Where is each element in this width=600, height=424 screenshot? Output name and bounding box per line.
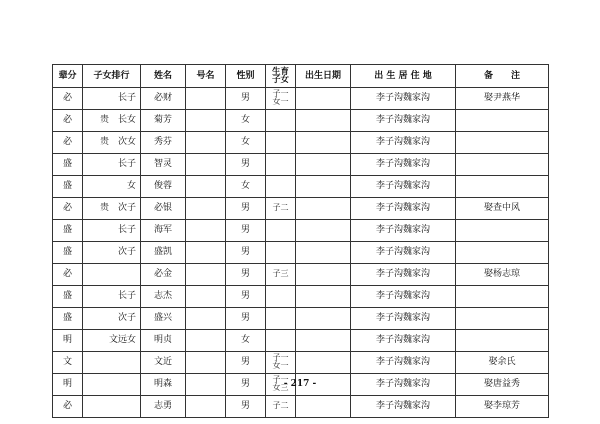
cell-birth — [296, 242, 351, 264]
cell-name: 明森 — [141, 374, 186, 396]
table-row — [53, 110, 549, 132]
cell-children-item: 子一 — [272, 375, 289, 384]
table-row — [53, 396, 549, 418]
cell-children-item: 子三 — [272, 269, 289, 278]
header-order: 子女排行 — [83, 65, 141, 88]
cell-generation: 明 — [53, 374, 83, 396]
cell-birth — [296, 110, 351, 132]
cell-children — [266, 198, 296, 220]
cell-residence: 李子沟魏家沟 — [351, 198, 456, 220]
cell-children — [266, 242, 296, 264]
cell-generation: 盛 — [53, 308, 83, 330]
cell-generation: 盛 — [53, 176, 83, 198]
header-children-line1: 生育 — [271, 66, 289, 77]
header-alias: 号名 — [186, 65, 226, 88]
cell-children — [266, 352, 296, 374]
cell-residence: 李子沟魏家沟 — [351, 88, 456, 110]
header-gender: 性别 — [226, 65, 266, 88]
cell-residence: 李子沟魏家沟 — [351, 330, 456, 352]
cell-residence: 李子沟魏家沟 — [351, 308, 456, 330]
cell-birth — [296, 308, 351, 330]
cell-alias — [186, 286, 226, 308]
cell-gender: 男 — [226, 308, 266, 330]
cell-birth — [296, 352, 351, 374]
cell-notes — [456, 308, 549, 330]
cell-residence: 李子沟魏家沟 — [351, 396, 456, 418]
cell-order: 长子 — [83, 220, 141, 242]
cell-name: 志勇 — [141, 396, 186, 418]
cell-generation: 盛 — [53, 154, 83, 176]
cell-residence: 李子沟魏家沟 — [351, 242, 456, 264]
cell-gender: 男 — [226, 374, 266, 396]
cell-birth — [296, 154, 351, 176]
cell-alias — [186, 176, 226, 198]
cell-generation: 盛 — [53, 220, 83, 242]
cell-gender: 男 — [226, 198, 266, 220]
table-row — [53, 154, 549, 176]
cell-order — [83, 264, 141, 286]
cell-alias — [186, 352, 226, 374]
cell-alias — [186, 264, 226, 286]
cell-gender: 男 — [226, 286, 266, 308]
cell-name: 必财 — [141, 88, 186, 110]
cell-gender: 男 — [226, 264, 266, 286]
table-row — [53, 264, 549, 286]
cell-notes: 娶尹燕华 — [456, 88, 549, 110]
table-row — [53, 132, 549, 154]
cell-order: 贵 次子 — [83, 198, 141, 220]
cell-children-item: 子二 — [272, 203, 289, 212]
cell-notes: 娶唐益秀 — [456, 374, 549, 396]
cell-generation: 必 — [53, 396, 83, 418]
page-number: - 217 - — [283, 379, 317, 389]
cell-birth — [296, 264, 351, 286]
cell-gender: 女 — [226, 110, 266, 132]
cell-alias — [186, 198, 226, 220]
cell-order: 贵 次女 — [83, 132, 141, 154]
cell-gender: 男 — [226, 396, 266, 418]
cell-alias — [186, 396, 226, 418]
cell-children — [266, 110, 296, 132]
cell-gender: 女 — [226, 330, 266, 352]
cell-generation: 必 — [53, 198, 83, 220]
cell-name: 文近 — [141, 352, 186, 374]
cell-children — [266, 88, 296, 110]
cell-order: 贵 长女 — [83, 110, 141, 132]
table-body — [53, 88, 549, 418]
cell-generation: 明 — [53, 330, 83, 352]
cell-order: 女 — [83, 176, 141, 198]
cell-order: 长子 — [83, 154, 141, 176]
cell-children-item: 子一 — [272, 89, 289, 98]
cell-order: 文远女 — [83, 330, 141, 352]
table-row — [53, 352, 549, 374]
cell-name: 志杰 — [141, 286, 186, 308]
cell-name: 智灵 — [141, 154, 186, 176]
cell-alias — [186, 88, 226, 110]
table-row — [53, 308, 549, 330]
cell-children — [266, 286, 296, 308]
table-row — [53, 176, 549, 198]
cell-alias — [186, 220, 226, 242]
cell-gender: 女 — [226, 176, 266, 198]
table-row — [53, 286, 549, 308]
cell-gender: 女 — [226, 132, 266, 154]
cell-children — [266, 330, 296, 352]
cell-birth — [296, 396, 351, 418]
cell-residence: 李子沟魏家沟 — [351, 286, 456, 308]
cell-order — [83, 396, 141, 418]
table-row — [53, 198, 549, 220]
header-residence: 出 生 居 住 地 — [351, 65, 456, 88]
cell-notes — [456, 220, 549, 242]
cell-generation: 必 — [53, 132, 83, 154]
cell-order: 长子 — [83, 286, 141, 308]
cell-name: 俊蓉 — [141, 176, 186, 198]
cell-birth — [296, 198, 351, 220]
header-name: 姓名 — [141, 65, 186, 88]
cell-generation: 必 — [53, 264, 83, 286]
cell-gender: 男 — [226, 352, 266, 374]
header-notes: 备 注 — [456, 65, 549, 88]
cell-name: 必银 — [141, 198, 186, 220]
cell-children — [266, 308, 296, 330]
cell-birth — [296, 88, 351, 110]
cell-birth — [296, 132, 351, 154]
header-children-line2: 子女 — [271, 74, 289, 85]
cell-children — [266, 264, 296, 286]
cell-order: 次子 — [83, 242, 141, 264]
cell-birth — [296, 220, 351, 242]
cell-name: 秀芬 — [141, 132, 186, 154]
cell-children-item: 女三 — [272, 383, 289, 392]
cell-name: 盛兴 — [141, 308, 186, 330]
header-generation: 辈分 — [53, 65, 83, 88]
table-row — [53, 242, 549, 264]
cell-order: 长子 — [83, 88, 141, 110]
cell-children-item: 子二 — [272, 401, 289, 410]
cell-notes — [456, 110, 549, 132]
cell-residence: 李子沟魏家沟 — [351, 374, 456, 396]
cell-generation: 盛 — [53, 242, 83, 264]
cell-name: 明贞 — [141, 330, 186, 352]
cell-children — [266, 176, 296, 198]
cell-alias — [186, 242, 226, 264]
cell-residence: 李子沟魏家沟 — [351, 176, 456, 198]
cell-children — [266, 220, 296, 242]
cell-notes: 娶余氏 — [456, 352, 549, 374]
cell-children-item: 女一 — [272, 361, 289, 370]
cell-name: 盛凯 — [141, 242, 186, 264]
genealogy-table — [52, 64, 549, 418]
cell-notes — [456, 330, 549, 352]
header-row — [53, 65, 549, 88]
cell-gender: 男 — [226, 88, 266, 110]
cell-alias — [186, 154, 226, 176]
cell-name: 菊芳 — [141, 110, 186, 132]
cell-birth — [296, 286, 351, 308]
cell-notes — [456, 154, 549, 176]
cell-notes — [456, 132, 549, 154]
cell-name: 必金 — [141, 264, 186, 286]
cell-alias — [186, 330, 226, 352]
header-birth: 出生日期 — [296, 65, 351, 88]
table-row — [53, 88, 549, 110]
cell-notes — [456, 286, 549, 308]
cell-children — [266, 154, 296, 176]
cell-name: 海军 — [141, 220, 186, 242]
cell-generation: 必 — [53, 88, 83, 110]
cell-residence: 李子沟魏家沟 — [351, 110, 456, 132]
cell-generation: 盛 — [53, 286, 83, 308]
cell-alias — [186, 110, 226, 132]
cell-residence: 李子沟魏家沟 — [351, 264, 456, 286]
cell-birth — [296, 176, 351, 198]
cell-alias — [186, 132, 226, 154]
cell-generation: 文 — [53, 352, 83, 374]
cell-gender: 男 — [226, 220, 266, 242]
cell-order — [83, 352, 141, 374]
cell-residence: 李子沟魏家沟 — [351, 352, 456, 374]
cell-alias — [186, 308, 226, 330]
table-row — [53, 330, 549, 352]
cell-residence: 李子沟魏家沟 — [351, 132, 456, 154]
cell-residence: 李子沟魏家沟 — [351, 220, 456, 242]
cell-children-item: 女一 — [272, 97, 289, 106]
cell-birth — [296, 330, 351, 352]
cell-notes: 娶李琼芳 — [456, 396, 549, 418]
cell-gender: 男 — [226, 242, 266, 264]
cell-gender: 男 — [226, 154, 266, 176]
cell-notes — [456, 242, 549, 264]
cell-order: 次子 — [83, 308, 141, 330]
cell-generation: 必 — [53, 110, 83, 132]
cell-residence: 李子沟魏家沟 — [351, 154, 456, 176]
cell-notes: 娶查中风 — [456, 198, 549, 220]
cell-notes: 娶杨志琼 — [456, 264, 549, 286]
cell-children — [266, 132, 296, 154]
header-children — [266, 65, 296, 88]
cell-children-item: 子一 — [272, 353, 289, 362]
table-row — [53, 220, 549, 242]
cell-children — [266, 396, 296, 418]
cell-notes — [456, 176, 549, 198]
